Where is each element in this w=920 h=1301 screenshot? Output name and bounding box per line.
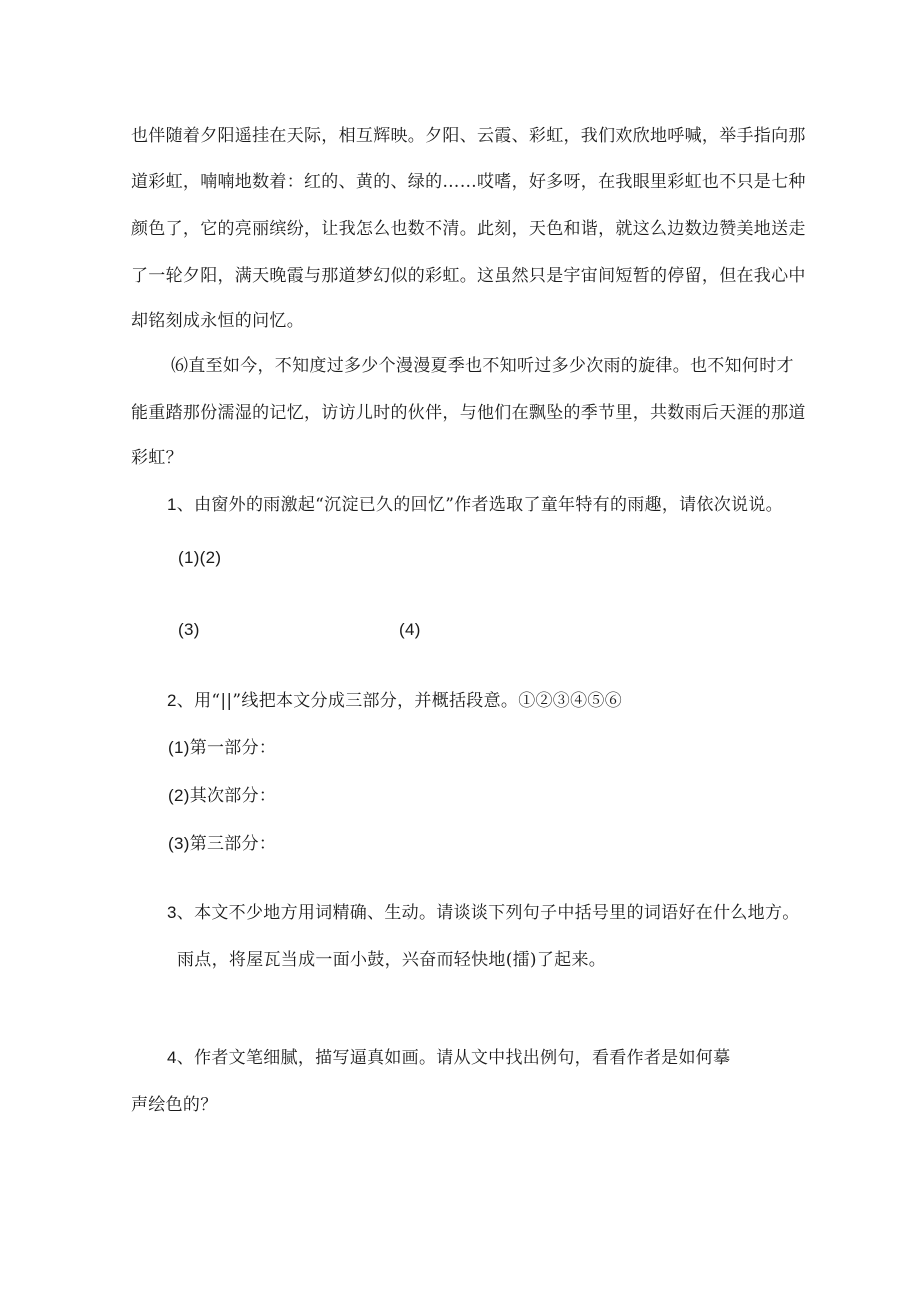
question-2 [167, 689, 622, 713]
part-3-label: 第三部分： [189, 834, 277, 854]
question-1-text: 、由窗外的雨激起“沉淀已久的回忆”作者选取了童年特有的雨趣，请依次说说。 [176, 495, 783, 515]
answer-blank-4: (4) [399, 620, 421, 639]
question-1-number: 1 [167, 495, 177, 514]
part-1-label: 第一部分： [189, 738, 277, 758]
question-4 [167, 1046, 730, 1070]
part-3-line [168, 832, 276, 856]
question-4-number: 4 [167, 1048, 177, 1067]
part-2-number: (2) [168, 786, 190, 805]
part-1-line [168, 736, 276, 760]
part-3-number: (3) [168, 834, 190, 853]
passage-p6-line-1: ⑹直至如今，不知度过多少个漫漫夏季也不知听过多少次雨的旋律。也不知何时才 [171, 356, 794, 376]
question-3-number: 3 [167, 903, 177, 922]
part-2-label: 其次部分： [189, 786, 277, 806]
question-3-text: 、本文不少地方用词精确、生动。请谈谈下列句子中括号里的词语好在什么地方。 [176, 903, 800, 923]
answer-blank-1-2: (1)(2) [178, 548, 222, 567]
question-2-number: 2 [167, 691, 177, 710]
question-1 [167, 493, 783, 517]
passage-p6-line-3: 彩虹？ [131, 448, 183, 468]
passage-line-1: 也伴随着夕阳遥挂在天际，相互辉映。夕阳、云霞、彩虹，我们欢欣地呼喊，举手指向那 [131, 126, 806, 146]
passage-line-5: 却铭刻成永恒的问忆。 [131, 311, 304, 331]
passage-p6-line-2: 能重踏那份濡湿的记忆，访访儿时的伙伴，与他们在飘坠的季节里，共数雨后天涯的那道 [131, 403, 806, 423]
question-4-continuation: 声绘色的？ [131, 1095, 218, 1115]
answer-blank-3: (3) [178, 620, 200, 639]
part-2-line [168, 784, 276, 808]
passage-line-3: 颜色了，它的亮丽缤纷，让我怎么也数不清。此刻，天色和谐，就这么边数边赞美地送走 [131, 219, 806, 239]
example-sentence: 雨点，将屋瓦当成一面小鼓，兴奋而轻快地(擂)了起来。 [177, 950, 607, 970]
part-1-number: (1) [168, 738, 190, 757]
question-4-text: 、作者文笔细腻，描写逼真如画。请从文中找出例句，看看作者是如何摹 [176, 1048, 731, 1068]
passage-line-4: 了一轮夕阳，满天晚霞与那道梦幻似的彩虹。这虽然只是宇宙间短暂的停留，但在我心中 [131, 266, 806, 286]
passage-line-2: 道彩虹，喃喃地数着：红的、黄的、绿的……哎嗜，好多呀，在我眼里彩虹也不只是七种 [131, 172, 806, 192]
question-3 [167, 901, 800, 925]
question-2-text: 、用“||”线把本文分成三部分，并概括段意。①②③④⑤⑥ [176, 691, 623, 711]
